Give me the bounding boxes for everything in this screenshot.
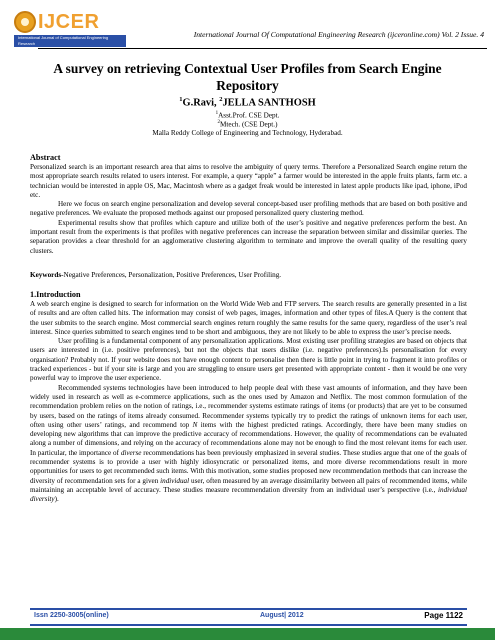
intro-p3-n: N — [192, 420, 198, 429]
intro-p3-diverse: diverse — [120, 448, 142, 457]
intro-paragraph-1: A web search engine is designed to search for information on the World Wide Web and FTP servers. The search results are generally presented in a list of results and are often called hits. The information may consist of web pages, images, information and other types of files.A Query is the content that the user submits to the search engine. Most commercial search engines return roughly the same results for the same query, regardless of the user’s real interest. Since queries submitted to search engines tend to be short and ambiguous, they are not likely to be able to express the user’s precise needs. — [30, 300, 467, 336]
intro-p3-part-d: user, often measured by an average dissimilarity between all pairs of recommended items, while maintaining an acceptable level of accuracy. These studies measure recommendation diversity from an individual user’s perspective (i.e., — [30, 476, 467, 494]
author-1: G.Ravi, — [182, 97, 220, 109]
header-divider — [38, 48, 487, 49]
keywords-label: Keywords- — [30, 271, 64, 279]
affiliation-2-sup: 2 — [217, 120, 220, 125]
abstract-body — [30, 163, 467, 256]
bottom-color-band — [0, 628, 495, 640]
affiliation-1-sup: 1 — [215, 111, 219, 116]
introduction-body — [30, 300, 467, 505]
logo-emblem-icon — [14, 11, 36, 33]
affiliation-2 — [0, 120, 495, 128]
college-name: Malla Reddy College of Engineering and Technology, Hyderabad. — [152, 129, 343, 137]
abstract-heading: Abstract — [30, 153, 61, 162]
abstract-paragraph-1: Personalized search is an important research area that aims to resolve the ambiguity of query terms. Therefore a Personalized Search engine return the most appropriate search results related to users interest. For example, a query “apple” a farmer would be interested in the apple fruits plants, farm etc. a technician would be interested in apple OS, Mac, Macintosh where as a gadget freak would be interested in latest apple products like ipad, iphone, iPod etc. — [30, 163, 467, 199]
introduction-heading: 1.Introduction — [30, 290, 81, 299]
logo-text: IJCER — [38, 10, 100, 33]
author-2: JELLA SANTHOSH — [222, 97, 316, 109]
keywords-line — [30, 271, 470, 279]
intro-p3-individual-diversity: individual diversity — [30, 485, 467, 504]
journal-header: International Journal Of Computational Engineering Research (ijceronline.com) Vol. 2 Issue. 4 — [193, 30, 484, 39]
affiliation-2-text: Mtech. (CSE Dept.) — [220, 120, 278, 129]
keywords-text: Negative Preferences, Personalization, Positive Preferences, User Profiling. — [63, 271, 282, 279]
logo-subtitle: International Journal of Computational Engineering Research — [14, 35, 126, 47]
author-2-sup: 2 — [219, 96, 223, 103]
intro-p3-individual: individual — [160, 476, 190, 485]
intro-p3-part-a: Recommended systems technologies have been introduced to help people deal with these vast amounts of information, and they have been widely used in research as well as e-commerce applications, such as the ones used by Amazon and Netflix. The most common formulation of the recommendation problem relies on the notion of ratings, i.e., recommender systems estimate ratings of items (or products) that are yet to be consumed by users, based on the ratings of items already consumed. Recommender systems typically try to predict the ratings of unknown items for each user, often using other users’ ratings, and recommend top — [30, 383, 467, 429]
author-1-sup: 1 — [179, 96, 183, 103]
footer-issn: Issn 2250-3005(online) — [34, 612, 109, 619]
journal-logo — [14, 10, 126, 48]
paper-title: A survey on retrieving Contextual User Profiles from Search Engine Repository — [53, 61, 442, 93]
footer-page-number: Page 1122 — [424, 611, 463, 620]
intro-p3-part-c: recommendations has been previously emphasized in several studies. These studies argue that one of the goals of recommender systems is to provide a user with highly idiosyncratic or personalized items, and more diverse recommendations result in more opportunities for users to get recommended such items. With this motivation, some studies proposed new recommendation methods that can increase the diversity of recommendation sets for a given — [30, 448, 468, 485]
intro-paragraph-2: User profiling is a fundamental component of any personalization applications. Most existing user profiling strategies are based on objects that users are interested in (i.e. positive preferences), but not the objects that users dislike (i.e. negative preferences).Is personalisation for every organisation? Probably not. If your website does not have enough content to personalise then there is little point in trying to fragment it into profiles or tracked experiences - but if your site is large and you are struggling to ensure users get presented with appropriate content - then it would be one very powerful way to improve the user experience. — [30, 337, 467, 383]
abstract-paragraph-3: Experimental results show that profiles which capture and utilize both of the user’s positive and negative preferences perform the best. An important result from the experiments is that profiles with negative preferences can increase the separation between similar and dissimilar queries. The separation provides a clear threshold for an agglomerative clustering algorithm to terminate and improve the overall quality of the resulting query clusters. — [30, 218, 467, 255]
affiliation-1-text: Asst.Prof. CSE Dept. — [218, 111, 280, 120]
affiliation-1 — [0, 111, 495, 119]
paper-authors — [0, 96, 495, 108]
page-footer — [30, 608, 467, 626]
intro-paragraph-3 — [30, 384, 467, 505]
abstract-paragraph-2: Here we focus on search engine personalization and develop several concept-based user profiling methods that are based on both positive and negative preferences. We evaluate the proposed methods against our proposed personalized query clustering method. — [30, 200, 467, 218]
footer-date: August| 2012 — [260, 612, 304, 619]
intro-p3-part-b: items with the highest predicted ratings. Accordingly, there have been many studies on developing new algorithms that can improve the predictive accuracy of recommendations. However, the quality of recommendations can be evaluated along a number of dimensions, and relying on the accuracy of recommendations alone may not be enough to find the most relevant items for each user. In particular, the importance of — [30, 420, 467, 457]
intro-p3-part-e: ). — [54, 495, 59, 504]
